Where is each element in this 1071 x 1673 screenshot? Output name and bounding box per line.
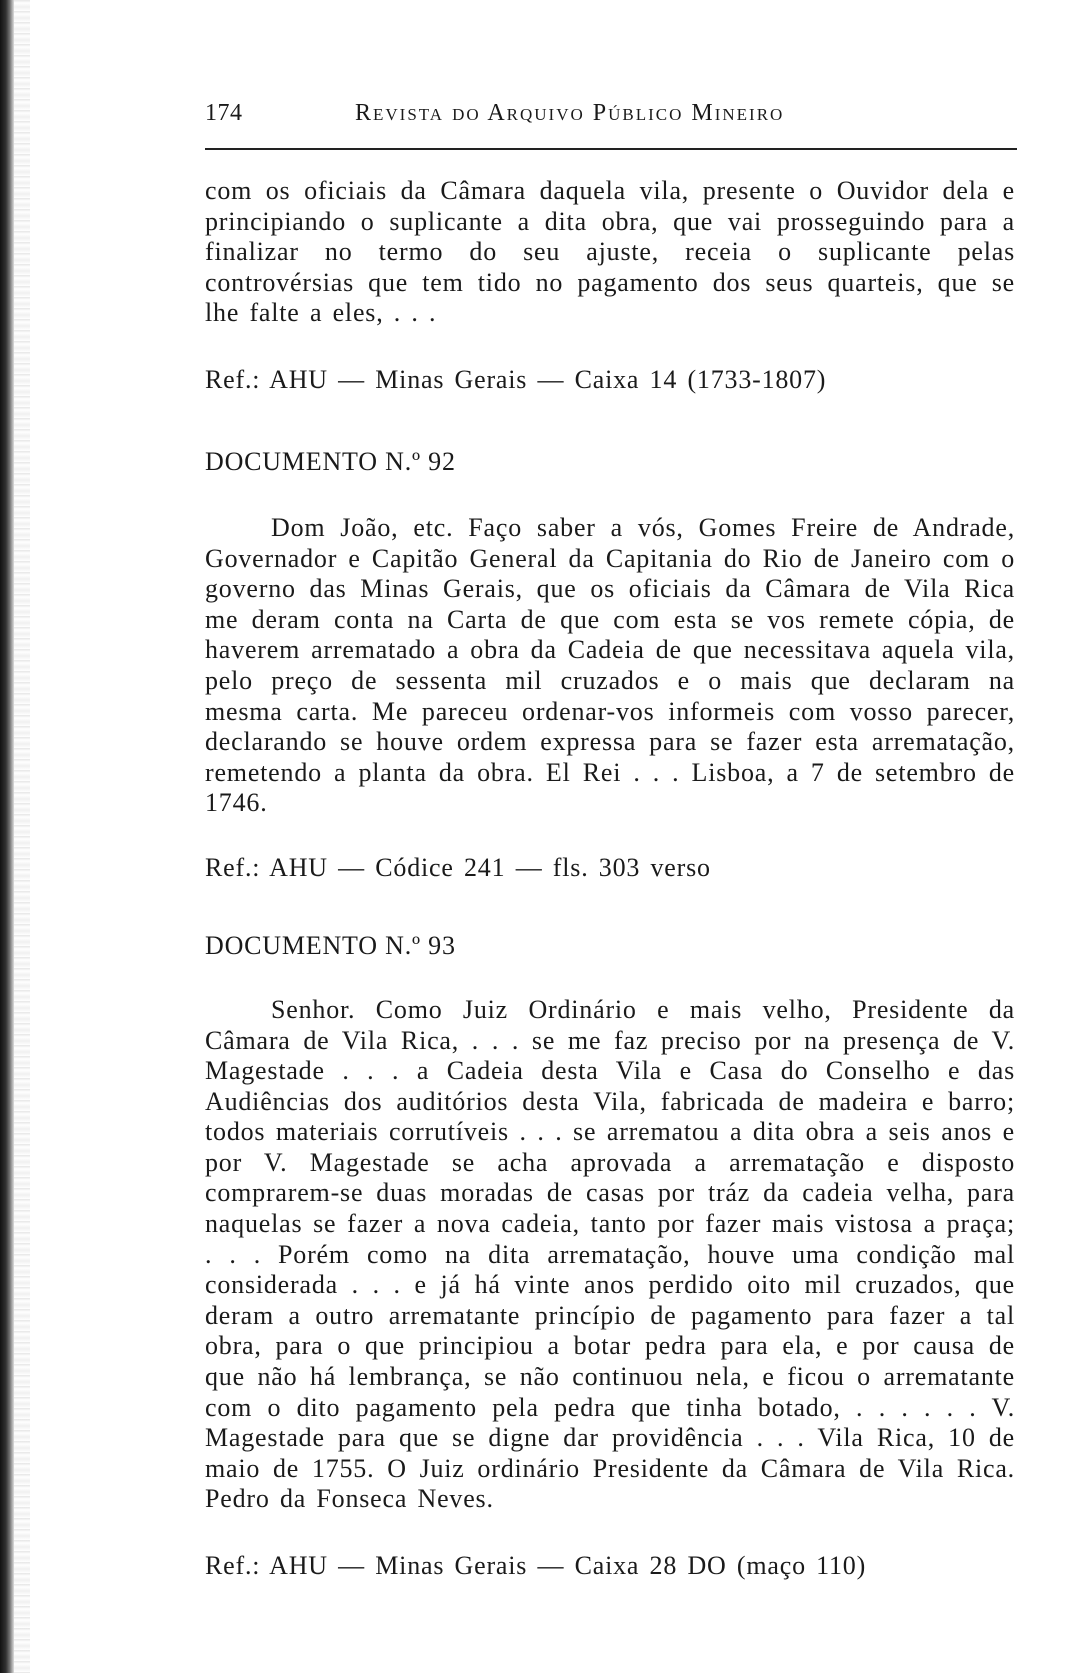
document-page — [205, 100, 1015, 1581]
reference-line: Ref.: AHU — Minas Gerais — Caixa 14 (1733-1807) — [205, 364, 827, 394]
page-number: 174 — [205, 100, 243, 126]
document-body: Senhor. Como Juiz Ordinário e mais velho, Presidente da Câmara de Vila Rica, . . . se me faz preciso por na presença de V. Magestade . . . a Cadeia desta Vila e Casa do Conselho e das Audiências dos auditórios desta Vila, fabricada de madeira e barro; todos materiais corrutíveis . . . se arrematou a dita obra a seis anos e por V. Magestade se acha aprovada a arrematação e disposto comprarem-se duas moradas de casas por tráz da cadeia velha, para naquelas se fazer a nova cadeia, tanto por fazer mais vistosa a praça; . . . Porém como na dita arrematação, houve uma condição mal considerada . . . e já há vinte anos perdido oito mil cruzados, que deram a outro arrematante princípio de pagamento para fazer a tal obra, para o que principiou a botar pedra para ela, e por causa de que não há lembrança, se não continuou nela, e ficou o arrematante com o dito pagamento pela pedra que tinha botado, . . . . . . V. Magestade para que se digne dar providência . . . Vila Rica, 10 de maio de 1755. O Juiz ordinário Presidente da Câmara de Vila Rica. Pedro da Fonseca Neves. — [205, 994, 1015, 1514]
opening-paragraph: com os oficiais da Câmara daquela vila, presente o Ouvidor dela e principiando o suplicante a dita obra, que vai prosseguindo para a finalizar no termo do seu ajuste, receia o suplicante pelas controvérsias que tem tido no pagamento dos seus quarteis, que se lhe falte a eles, . . . — [205, 176, 1015, 328]
header-rule — [205, 148, 1017, 150]
reference-line: Ref.: AHU — Códice 241 — fls. 303 verso — [205, 852, 711, 882]
document-body: Dom João, etc. Faço saber a vós, Gomes Freire de Andrade, Governador e Capitão General da Capitania do Rio de Janeiro com o governo das Minas Gerais, que os oficiais da Câmara de Vila Rica me deram conta na Carta de que com esta se vos remete cópia, de haverem arrematado a obra da Cadeia de que necessitava aquela vila, pelo preço de sessenta mil cruzados e o mais que declaram na mesma carta. Me pareceu ordenar-vos informeis com vosso parecer, declarando se houve ordem expressa para se fazer esta arrematação, remetendo a planta da obra. El Rei . . . Lisboa, a 7 de setembro de 1746. — [205, 512, 1015, 818]
book-spine-shadow — [0, 0, 14, 1673]
reference-line: Ref.: AHU — Minas Gerais — Caixa 28 DO (maço 110) — [205, 1551, 867, 1580]
document-heading: DOCUMENTO N.º 92 — [205, 446, 456, 476]
document-heading: DOCUMENTO N.º 93 — [205, 930, 456, 960]
journal-title: Revista do Arquivo Público Mineiro — [355, 100, 785, 126]
gutter-texture — [14, 0, 30, 1673]
running-head — [205, 100, 1015, 140]
